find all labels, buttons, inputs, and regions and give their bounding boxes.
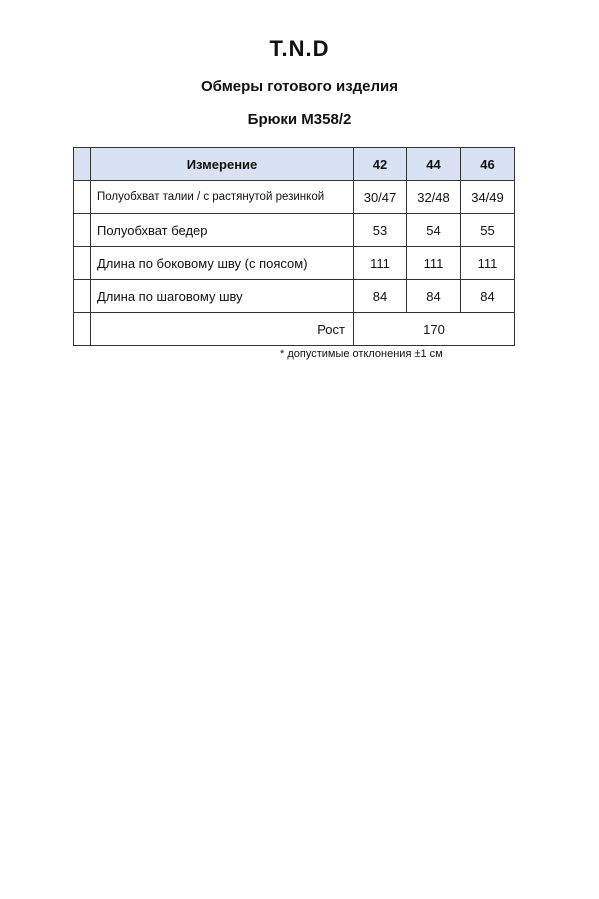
row-value: 30/47: [354, 181, 407, 214]
row-label: Длина по шаговому шву: [91, 280, 354, 313]
document-subtitle: Обмеры готового изделия: [200, 78, 399, 95]
row-value: 84: [407, 280, 461, 313]
row-label: Полуобхват бедер: [91, 214, 354, 247]
row-label: Полуобхват талии / с растянутой резинкой: [91, 181, 354, 214]
row-index-cell: [74, 247, 91, 280]
table-header-row: [74, 148, 515, 181]
row-value: 54: [407, 214, 461, 247]
row-value: 32/48: [407, 181, 461, 214]
row-index-cell: [74, 214, 91, 247]
header-size-42: 42: [354, 148, 407, 181]
height-value: 170: [354, 313, 515, 346]
product-model: Брюки М358/2: [247, 111, 352, 128]
table-row: [74, 280, 515, 313]
row-value: 111: [407, 247, 461, 280]
row-value: 111: [354, 247, 407, 280]
table-row: [74, 247, 515, 280]
table-row: [74, 181, 515, 214]
row-label: Длина по боковому шву (с поясом): [91, 247, 354, 280]
row-value: 84: [354, 280, 407, 313]
measurements-table: [73, 147, 515, 346]
row-value: 53: [354, 214, 407, 247]
row-index-cell: [74, 280, 91, 313]
header-measure: Измерение: [91, 148, 354, 181]
row-value: 55: [461, 214, 515, 247]
header-size-44: 44: [407, 148, 461, 181]
row-index-cell: [74, 313, 91, 346]
height-row: [74, 313, 515, 346]
row-index-cell: [74, 181, 91, 214]
row-value: 111: [461, 247, 515, 280]
row-value: 34/49: [461, 181, 515, 214]
brand-title: T.N.D: [269, 36, 330, 61]
height-label: Рост: [91, 313, 354, 346]
header-size-46: 46: [461, 148, 515, 181]
tolerance-note: * допустимые отклонения ±1 см: [280, 348, 443, 360]
header-index-cell: [74, 148, 91, 181]
table-row: [74, 214, 515, 247]
row-value: 84: [461, 280, 515, 313]
